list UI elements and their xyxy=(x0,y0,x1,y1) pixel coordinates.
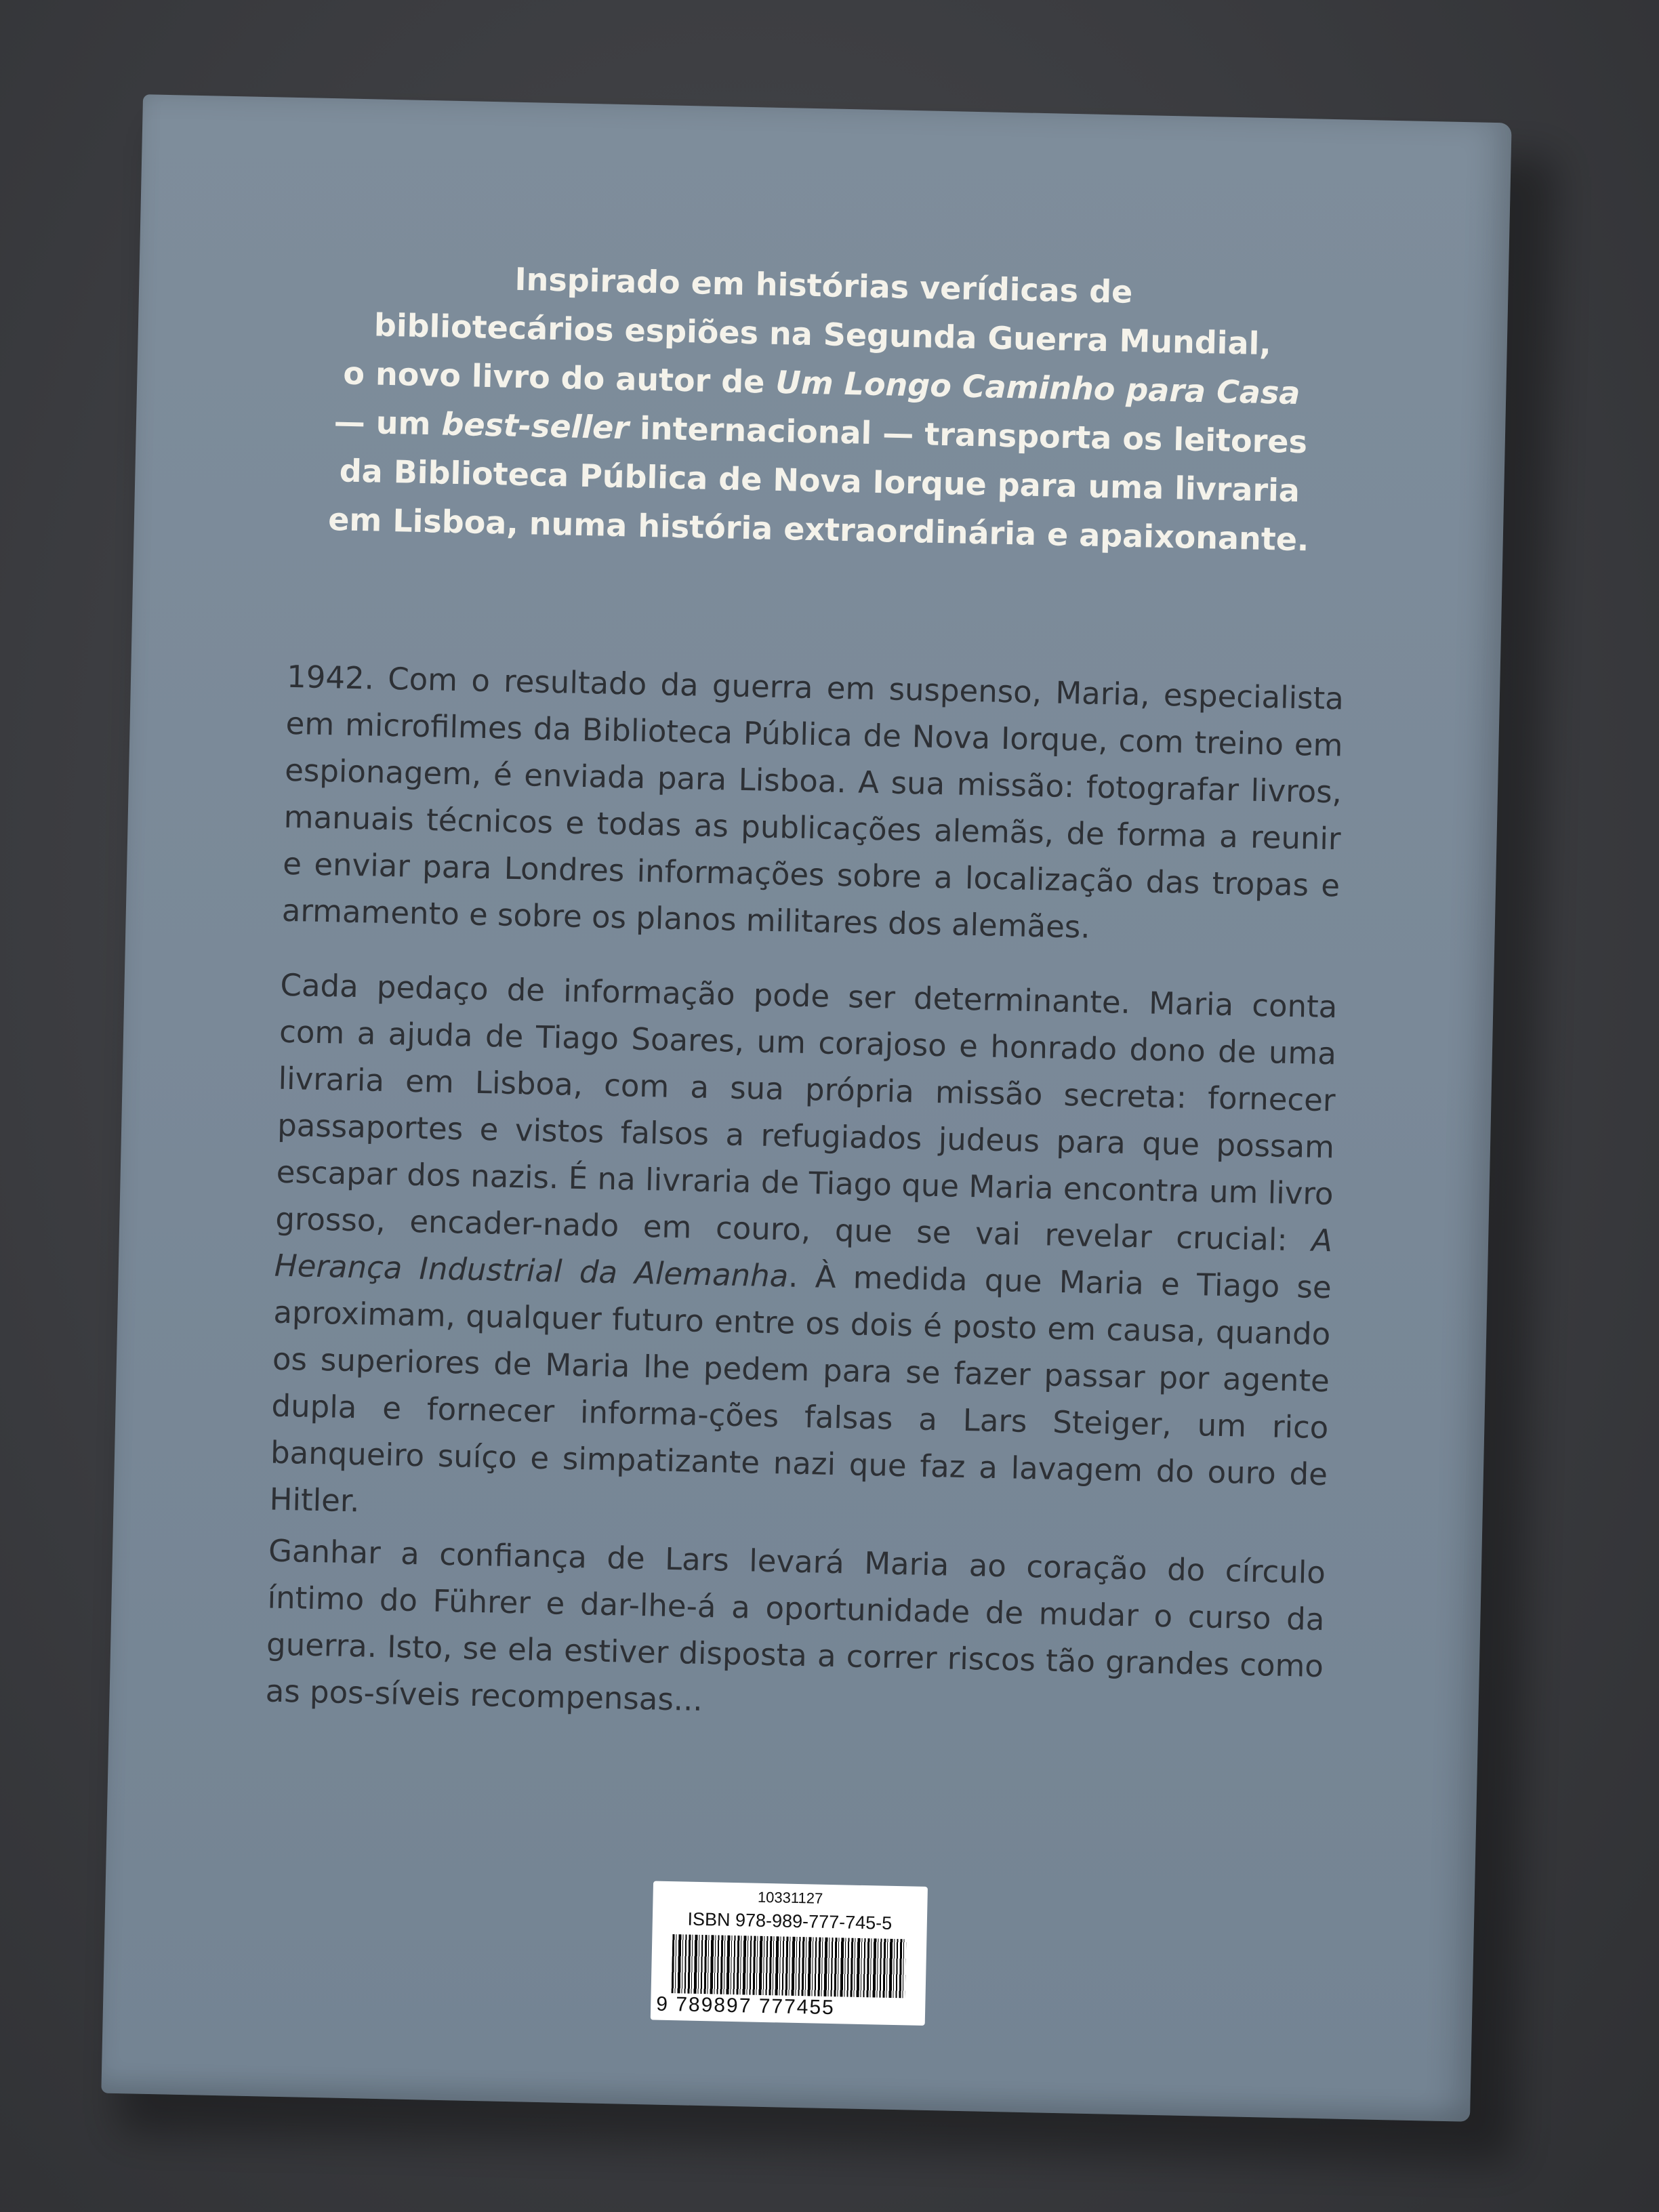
blurb-line: o novo livro do autor de Um Longo Caminho para Casa xyxy=(342,354,1300,412)
blurb-line: em Lisboa, numa história extraordinária e apaixonante. xyxy=(327,501,1310,558)
book-title-reference: Um Longo Caminho para Casa xyxy=(775,363,1300,412)
barcode-digits: 9 789897 777455 xyxy=(656,1993,921,2022)
inner-book-title: A Herança Industrial da Alemanha xyxy=(274,1222,1333,1294)
synopsis-paragraph-3: Ganhar a confiança de Lars levará Maria ao coração do círculo íntimo do Führer e dar-lhe-á a oportunidade de mudar o curso da guerra. Isto, se ela estiver disposta a correr riscos tão grandes como as pos-síveis recompensas... xyxy=(265,1532,1326,1718)
blurb-line: Inspirado em histórias verídicas de xyxy=(514,260,1133,310)
cover-blurb xyxy=(255,249,1387,566)
barcode-internal-code: 10331127 xyxy=(757,1888,823,1907)
blurb-line: bibliotecários espiões na Segunda Guerra Mundial, xyxy=(373,306,1272,363)
best-seller-term: best-seller xyxy=(441,405,630,447)
isbn-number: ISBN 978-989-777-745-5 xyxy=(687,1908,893,1933)
isbn-barcode-label xyxy=(651,1881,928,2026)
synopsis-paragraph-2: Cada pedaço de informação pode ser determinante. Maria conta com a ajuda de Tiago Soares, um corajoso e honrado dono de uma livraria em Lisboa, com a sua própria missão secreta: fornecer passaportes e vistos falsos a refugiados judeus para que possam escapar dos nazis. É na livraria de Tiago que Maria encontra um livro grosso, encader-nado em couro, que se vai revelar crucial: A Herança Industrial da Alemanha. À medida que Maria e Tiago se aproximam, qualquer futuro entre os dois é posto em causa, quando os superiores de Maria lhe pedem para se fazer passar por agente dupla e fornecer informa-ções falsas a Lars Steiger, um rico banqueiro suíço e simpatizante nazi que faz a lavagem do ouro de Hitler. xyxy=(269,966,1338,1519)
blurb-line: da Biblioteca Pública de Nova Iorque para uma livraria xyxy=(339,452,1300,510)
book-back-cover xyxy=(101,94,1511,2122)
synopsis-paragraph-1: 1942. Com o resultado da guerra em suspenso, Maria, especialista em microfilmes da Biblioteca Pública de Nova Iorque, com treino em espionagem, é enviada para Lisboa. A sua missão: fotografar livros, manuais técnicos e todas as publicações alemãs, de forma a reunir e enviar para Londres informações sobre a localização das tropas e armamento e sobre os planos militares dos alemães. xyxy=(281,658,1345,945)
blurb-line: — um best-seller internacional — transporta os leitores xyxy=(333,403,1308,461)
barcode-bars-icon xyxy=(671,1934,906,2001)
